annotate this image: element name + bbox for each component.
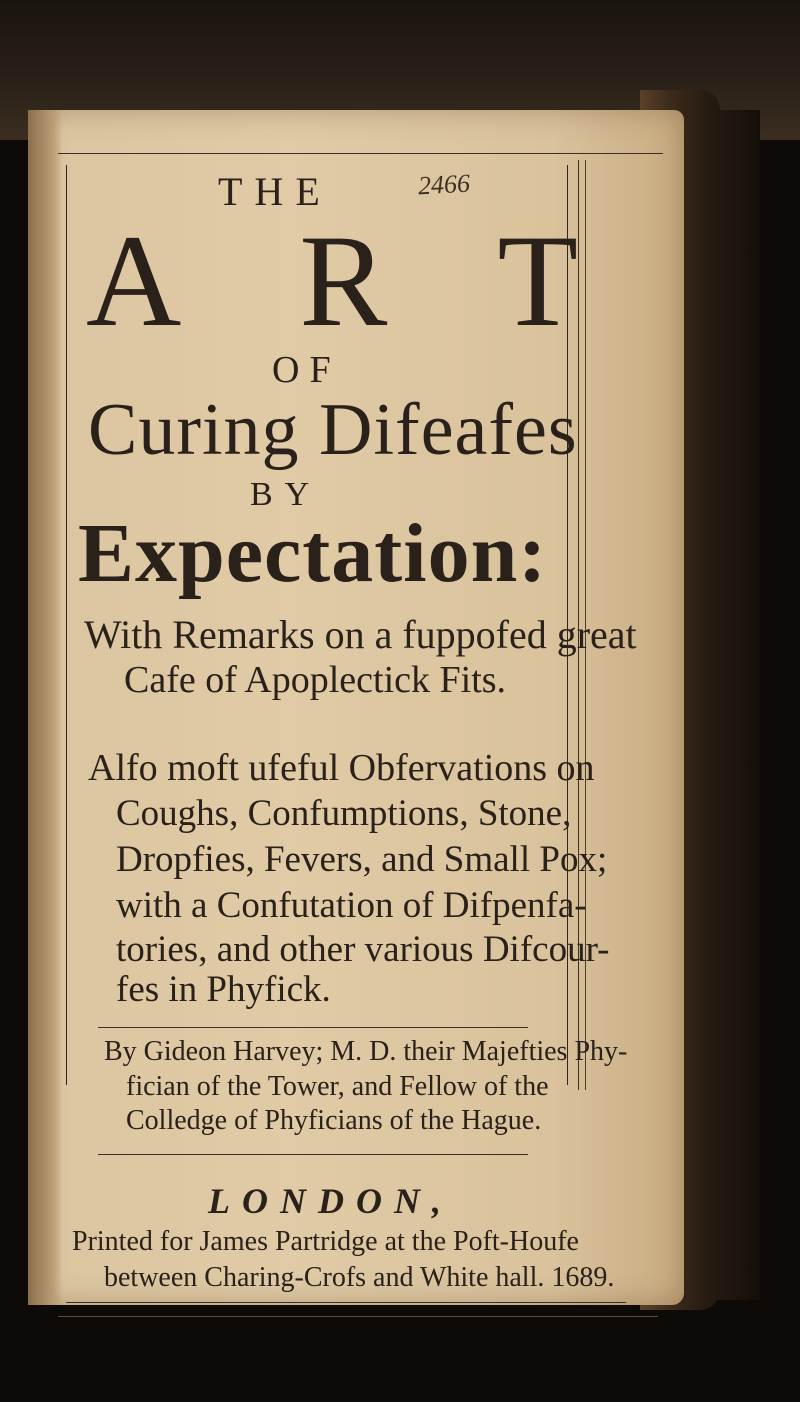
subtitle-also-line6: fes in Phyfick. bbox=[116, 969, 331, 1010]
bottom-border-rule bbox=[66, 1302, 626, 1303]
subtitle-remarks-line2: Cafe of Apoplectick Fits. bbox=[124, 659, 507, 701]
author-line2: fician of the Tower, and Fellow of the bbox=[126, 1071, 549, 1102]
library-stamp: 2466 bbox=[417, 168, 471, 201]
divider-rule bbox=[98, 1154, 528, 1155]
author-line3: Colledge of Phyficians of the Hague. bbox=[126, 1105, 542, 1136]
divider-rule bbox=[98, 1027, 528, 1028]
subtitle-remarks-line1: With Remarks on a fuppofed great bbox=[84, 612, 637, 657]
title-of: OF bbox=[272, 349, 341, 391]
author-line1: By Gideon Harvey; M. D. their Majefties Phy- bbox=[104, 1036, 628, 1067]
subtitle-also-line4: with a Confutation of Difpenfa- bbox=[116, 885, 587, 926]
page-gutter bbox=[28, 110, 62, 1305]
subtitle-also-line5: tories, and other various Difcour- bbox=[116, 929, 610, 970]
subtitle-also-line2: Coughs, Confumptions, Stone, bbox=[116, 793, 572, 834]
title-the: THE bbox=[218, 169, 332, 214]
imprint-line2: between Charing-Crofs and White hall. 1689. bbox=[104, 1262, 615, 1293]
imprint-place: LONDON, bbox=[208, 1181, 453, 1221]
title-art: ART bbox=[86, 207, 697, 354]
title-expectation: Expectation: bbox=[78, 507, 548, 600]
title-by: BY bbox=[250, 476, 322, 513]
top-border-rule bbox=[58, 153, 663, 154]
title-curing-diseases: Curing Difeafes bbox=[88, 389, 578, 471]
imprint-line1: Printed for James Partridge at the Poft-Houfe bbox=[72, 1226, 579, 1257]
subtitle-also-line1: Alfo moft ufeful Obfervations on bbox=[88, 747, 595, 789]
outer-bottom-rule bbox=[58, 1316, 658, 1317]
subtitle-also-line3: Dropfies, Fevers, and Small Pox; bbox=[116, 839, 608, 880]
